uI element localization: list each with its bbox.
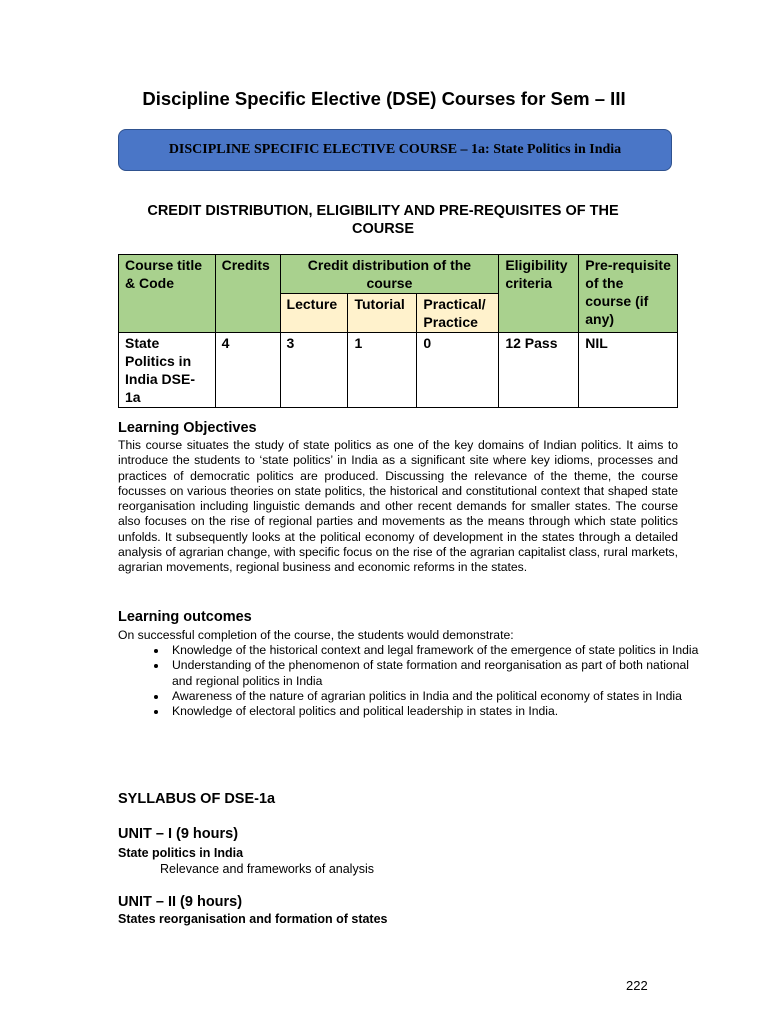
cell-prerequisite: NIL — [579, 333, 678, 408]
cell-lecture: 3 — [280, 333, 348, 408]
header-practical: Practical/ Practice — [417, 294, 499, 333]
unit-1-subtitle: State politics in India — [118, 846, 244, 860]
learning-objectives-text: This course situates the study of state politics as one of the key domains of Indian politics. It aims to introduce the students to ‘state politics’ in India as a significant site where key idioms, processes and practices of democratic politics are produced. Discussing the relevance of the theme, the course focusses on various theories on state politics, the historical and constitutional context that shaped state reorganisation including linguistic demands and other recent demands for smaller states. The course also focuses on the rise of regional parties and movements as the means through which state politics unfolds. It subsequently looks at the political economy of development in the states through a detailed analysis of agrarian change, with specific focus on the rise of the agrarian capitalist class, rural markets, agrarian movements, regional business and economic reforms in the states. — [118, 438, 678, 575]
cell-eligibility: 12 Pass — [499, 333, 579, 408]
learning-outcomes-intro: On successful completion of the course, the students would demonstrate: — [118, 628, 514, 642]
header-tutorial: Tutorial — [348, 294, 417, 333]
header-course-title: Course title & Code — [119, 255, 216, 333]
table-row — [119, 333, 678, 408]
credit-distribution-heading: CREDIT DISTRIBUTION, ELIGIBILITY AND PRE-REQUISITES OF THE COURSE — [147, 203, 619, 237]
learning-outcomes-heading: Learning outcomes — [118, 609, 252, 625]
cell-credits: 4 — [215, 333, 280, 408]
page-title: Discipline Specific Elective (DSE) Courses for Sem – III — [142, 88, 626, 109]
header-eligibility: Eligibility criteria — [499, 255, 579, 333]
page-number: 222 — [626, 978, 648, 993]
unit-2-title: UNIT – II (9 hours) — [118, 894, 243, 910]
unit-1-text: Relevance and frameworks of analysis — [160, 862, 374, 876]
header-lecture: Lecture — [280, 294, 348, 333]
cell-tutorial: 1 — [348, 333, 417, 408]
cell-practical: 0 — [417, 333, 499, 408]
syllabus-heading: SYLLABUS OF DSE-1a — [118, 791, 276, 807]
course-title-banner — [118, 129, 672, 171]
learning-outcomes-list — [118, 643, 708, 719]
learning-objectives-heading: Learning Objectives — [118, 420, 257, 436]
unit-1-title: UNIT – I (9 hours) — [118, 826, 239, 842]
header-prerequisite: Pre-requisite of the course (if any) — [579, 255, 678, 333]
unit-2-subtitle: States reorganisation and formation of states — [118, 912, 388, 926]
table-header-row — [119, 255, 678, 294]
course-title-banner-text: DISCIPLINE SPECIFIC ELECTIVE COURSE – 1a: State Politics in India — [168, 142, 622, 157]
header-credit-distribution: Credit distribution of the course — [280, 255, 499, 294]
list-item: • Understanding of the phenomenon of state formation and reorganisation as part of both national and regional politics in India — [168, 658, 708, 689]
list-item: • Knowledge of electoral politics and political leadership in states in India. — [168, 704, 708, 719]
credit-distribution-table — [118, 254, 678, 408]
header-credits: Credits — [215, 255, 280, 333]
list-item: • Knowledge of the historical context and legal framework of the emergence of state politics in India — [168, 643, 708, 658]
list-item: • Awareness of the nature of agrarian politics in India and the political economy of states in India — [168, 689, 708, 704]
cell-course-title: State Politics in India DSE-1a — [119, 333, 216, 408]
